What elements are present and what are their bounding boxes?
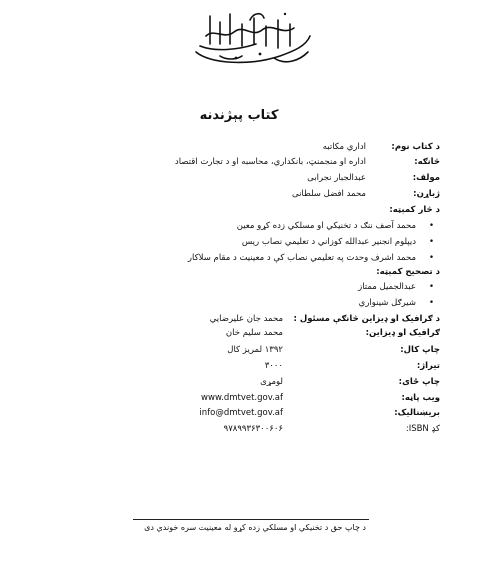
translator-label: ژباړن: bbox=[413, 189, 440, 199]
review-member: • ديپلوم انجنير عبدالله کوزاني د تعليمي نصاب ريس bbox=[242, 237, 416, 247]
review-member: • محمد آصف ننګ د تخنيکي او مسلکي زده کړو معين bbox=[237, 221, 416, 231]
website-value: www.dmtvet.gov.af bbox=[201, 393, 283, 403]
copyright-footer: د چاپ حق د تخنيکي او مسلکي زده کړو له معينيت سره خوندي دی bbox=[144, 523, 366, 532]
website-label: ويب پاڼه: bbox=[401, 393, 440, 403]
book-name-label: د کتاب نوم: bbox=[391, 142, 440, 152]
footer-divider bbox=[133, 519, 369, 520]
graphic-label: ګرافيک او ډيزاين: bbox=[365, 328, 440, 338]
edit-committee-label: د تصحيح کمېټه: bbox=[376, 267, 440, 277]
graphic-responsible-label: د ګرافيک او ډيزاين څانګې مسئول : bbox=[293, 314, 440, 324]
bismillah-calligraphy-logo bbox=[190, 6, 315, 68]
graphic-value: محمد سليم خان bbox=[225, 328, 283, 338]
edit-member: • عبدالجميل ممتاز bbox=[358, 282, 416, 292]
field-value: اداره او منجمنټ، بانکداري، محاسبه او د تجارت اقتصاد bbox=[174, 157, 366, 167]
book-name-value: اداري مکاتبه bbox=[322, 142, 366, 152]
year-value: ۱۳۹۲ لمريز کال bbox=[227, 345, 283, 355]
print-place-value: لومړی bbox=[260, 377, 283, 387]
print-place-label: چاپ ځای: bbox=[398, 377, 440, 387]
copies-label: تيراژ: bbox=[416, 361, 440, 371]
year-label: چاپ کال: bbox=[400, 345, 440, 355]
email-label: بريښناليک: bbox=[394, 408, 440, 418]
edit-member: • شيرګل شينواري bbox=[359, 298, 416, 308]
review-committee-label: د څار کمېټه: bbox=[389, 205, 440, 215]
translator-value: محمد افضل سلطانی bbox=[291, 189, 366, 199]
page-title: کتاب پېژندنه bbox=[199, 108, 279, 123]
author-value: عبدالجبار نجرابی bbox=[307, 173, 366, 183]
graphic-responsible-value: محمد جان عليرضايي bbox=[209, 314, 283, 324]
isbn-label: کډ ISBN: bbox=[405, 424, 440, 434]
isbn-value: ۹۷۸۹۹۳۶۳۰۰۶۰۶ bbox=[223, 424, 283, 434]
copies-value: ۳۰۰۰ bbox=[264, 361, 283, 371]
field-label: څانګه: bbox=[414, 157, 440, 167]
review-member: • محمد اشرف وحدت په تعليمي نصاب کې د معينيت د مقام سلاکار bbox=[188, 253, 416, 263]
author-label: مولف: bbox=[412, 173, 440, 183]
email-value: info@dmtvet.gov.af bbox=[199, 408, 283, 418]
